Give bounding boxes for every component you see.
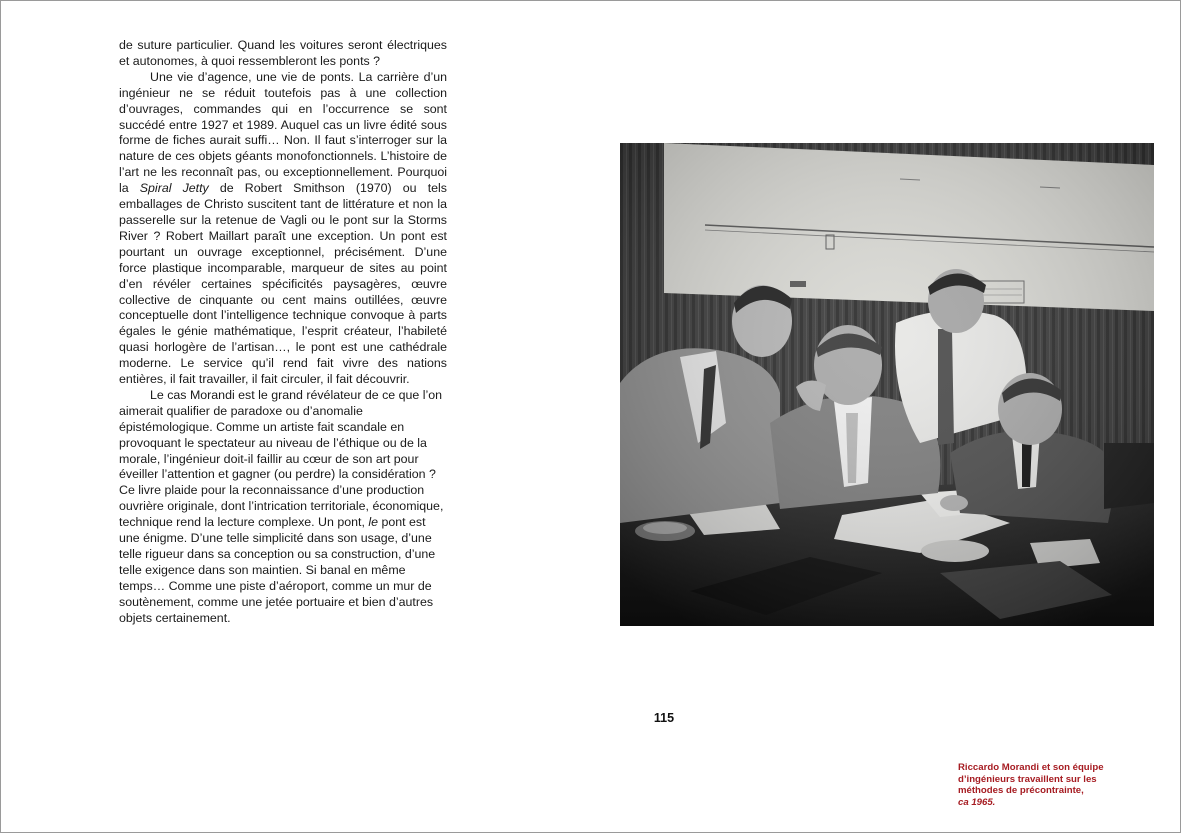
body-text-column: [119, 38, 447, 627]
paragraph-3: [119, 388, 447, 627]
page-number: 115: [653, 711, 675, 725]
archival-photo: [620, 143, 1154, 626]
photo-caption: [958, 762, 1118, 808]
paragraph-2: [119, 70, 447, 388]
paragraph-2-continued: de Robert Smithson (1970) ou tels emballages de Christo suscitent tant de littérature et non la passerelle sur la retenue de Vagli ou le pont sur la Storms River ? Robert Maillart paraît une exception. Un pont est pourtant un ouvrage exceptionnel, précisément. D’une force plastique incomparable, marqueur de sites au point d’en révéler certaines spécificités paysagères, œuvre collective de cinquante ou cent mains outillées, œuvre conceptuelle dont l’intelligence technique convoque à parts égales le génie mathématique, l’esprit créateur, l’habileté quasi horlogère de l’artisan…, le pont est une cathédrale moderne. Le service qu’il rend fait vivre des nations entières, il fait travailler, il fait circuler, il fait découvrir.: [119, 181, 447, 387]
caption-text: Riccardo Morandi et son équipe d’ingénieurs travaillent sur les méthodes de précontrainte,: [958, 762, 1104, 797]
photo-illustration: [620, 143, 1154, 626]
paragraph-1: de suture particulier. Quand les voitures seront électriques et autonomes, à quoi ressembleront les ponts ?: [119, 38, 447, 68]
paragraph-2-start: Une vie d’agence, une vie de ponts. La carrière d’un ingénieur ne se réduit toutefois pas à une collection d’ouvrages, commandes qui en l’occurrence se sont succédé entre 1927 et 1989. Auquel cas un livre édité sous forme de fiches aurait suffi… Non. Il faut s’interroger sur la nature de ces objets géants monofonctionnels. L’histoire de l’art ne les reconnaît pas, ou exceptionnellement. Pourquoi la: [119, 69, 447, 196]
paragraph-2-italic: Spiral Jetty: [139, 181, 209, 196]
caption-date: ca 1965.: [958, 796, 996, 808]
paragraph-3-continued: pont est une énigme. D’une telle simplicité dans son usage, d’une telle rigueur dans sa conception ou sa construction, d’une telle exigence dans son maintien. Si banal en même temps… Comme une piste d’aéroport, comme un mur de soutènement, comme une jetée portuaire et bien d’autres objets certainement.: [119, 515, 436, 625]
paragraph-3-italic: le: [368, 515, 379, 530]
paragraph-3-start: Le cas Morandi est le grand révélateur de ce que l’on aimerait qualifier de paradoxe ou d’anomalie épistémologique. Comme un artiste fait scandale en provoquant le spectateur au niveau de l’éthique ou de la morale, l’ingénieur doit-il faillir au cœur de son art pour éveiller l’attention et gagner (ou perdre) la considération ? Ce livre plaide pour la reconnaissance d’une production ouvrière originale, dont l’intrication territoriale, économique, technique rend la lecture complexe. Un pont,: [119, 387, 444, 530]
